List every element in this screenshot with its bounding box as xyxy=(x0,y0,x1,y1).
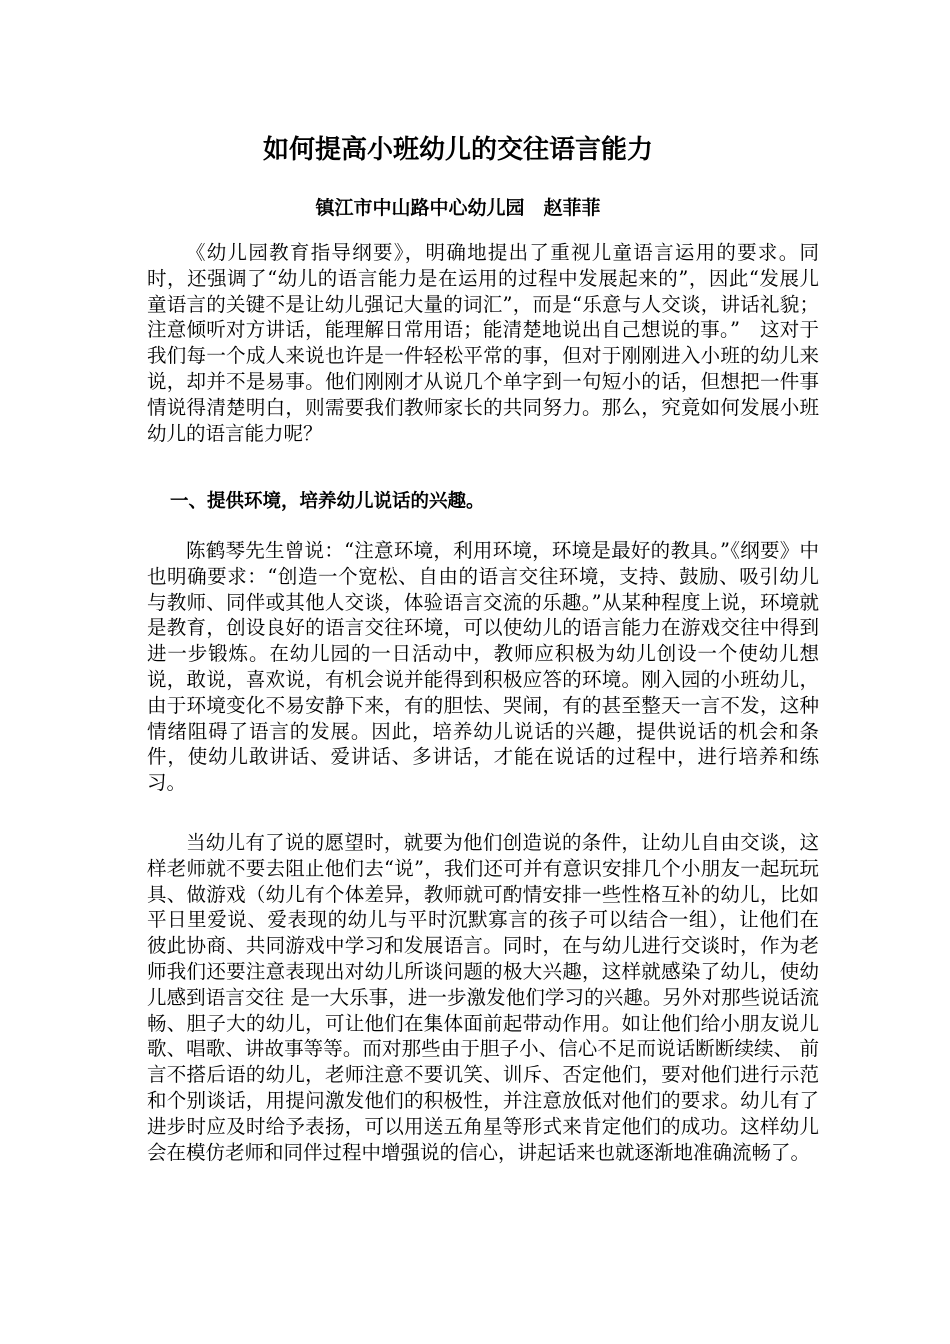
intro-paragraph: 《幼儿园教育指导纲要》，明确地提出了重视儿童语言运用的要求。同时，还强调了“幼儿的语言能力是在运用的过程中发展起来的”，因此“发展儿童语言的关键不是让幼儿强记大量的词汇”，而是“乐意与人交谈，讲话礼貌；注意倾听对方讲话，能理解日常用语；能清楚地说出自己想说的事。” 这对于我们每一个成人来说也许是一件轻松平常的事，但对于刚刚进入小班的幼儿来说，却并不是易事。他们刚刚才从说几个单字到一句短小的话，但想把一件事情说得清楚明白，则需要我们教师家长的共同努力。那么，究竟如何发展小班幼儿的语言能力呢？ xyxy=(147,241,819,445)
document-title: 如何提高小班幼儿的交往语言能力 xyxy=(262,135,653,165)
body-paragraph: 陈鹤琴先生曾说：“注意环境，利用环境，环境是最好的教具。”《纲要》中也明确要求：“创造一个宽松、自由的语言交往环境，支持、鼓励、吸引幼儿与教师、同伴或其他人交谈，体验语言交流的乐趣。”从某种程度上说，环境就是教育，创设良好的语言交往环境，可以使幼儿的语言能力在游戏交往中得到进一步锻炼。在幼儿园的一日活动中，教师应积极为幼儿创设一个使幼儿想说，敢说，喜欢说，有机会说并能得到积极应答的环境。刚入园的小班幼儿，由于环境变化不易安静下来，有的胆怯、哭闹，有的甚至整天一言不发，这种情绪阻碍了语言的发展。因此，培养幼儿说话的兴趣，提供说话的机会和条件，使幼儿敢讲话、爱讲话、多讲话，才能在说话的过程中，进行培养和练习。 xyxy=(147,539,819,795)
intro-paragraph-block xyxy=(147,240,819,446)
author-byline: 镇江市中山路中心幼儿园 赵菲菲 xyxy=(315,197,601,219)
body-paragraph: 当幼儿有了说的愿望时，就要为他们创造说的条件，让幼儿自由交谈，这样老师就不要去阻止他们去“说”，我们还可并有意识安排几个小朋友一起玩玩具、做游戏（幼儿有个体差异，教师就可酌情安排一些性格互补的幼儿，比如平日里爱说、爱表现的幼儿与平时沉默寡言的孩子可以结合一组），让他们在彼此协商、共同游戏中学习和发展语言。同时，在与幼儿进行交谈时，作为老师我们还要注意表现出对幼儿所谈问题的极大兴趣，这样就感染了幼儿，使幼儿感到语言交往 是一大乐事，进一步激发他们学习的兴趣。另外对那些说话流畅、胆子大的幼儿，可让他们在集体面前起带动作用。如让他们给小朋友说儿歌、唱歌、讲故事等等。而对那些由于胆子小、信心不足而说话断断续续、 前言不搭后语的幼儿，老师注意不要讥笑、训斥、否定他们，要对他们进行示范和个别谈话，用提问激发他们的积极性，并注意放低对他们的要求。幼儿有了进步时应及时给予表扬，可以用送五角星等形式来肯定他们的成功。这样幼儿会在模仿老师和同伴过程中增强说的信心，讲起话来也就逐渐地准确流畅了。 xyxy=(147,831,819,1164)
section-heading-1: 一、提供环境，培养幼儿说话的兴趣。 xyxy=(170,491,485,512)
section1-paragraph-block-2 xyxy=(147,830,819,1165)
section1-paragraph-block-1 xyxy=(147,538,819,796)
